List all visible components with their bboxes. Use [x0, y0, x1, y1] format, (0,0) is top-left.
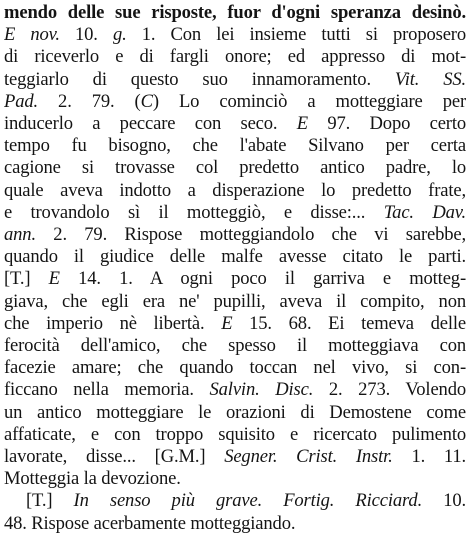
text-line: [4, 69, 466, 91]
text-line: [4, 291, 466, 313]
body-text: facezie amare; che quando toccan nel vivo, si con-: [4, 357, 466, 379]
body-text: teggiarlo di questo suo innamoramento.: [4, 68, 395, 90]
body-text: [T.]: [4, 268, 49, 290]
citation-text: Salvin. Disc.: [209, 379, 314, 401]
citation-text: E: [296, 113, 309, 135]
body-text: di riceverlo e di fargli onore; ed appresso di mot-: [4, 46, 466, 68]
text-line: [4, 513, 466, 535]
body-text: [T.]: [26, 490, 74, 512]
body-text: inducerlo a peccare con seco.: [4, 113, 297, 135]
citation-text: ann.: [4, 224, 36, 246]
body-text: 10.: [422, 490, 466, 512]
body-text: Motteggia la devozione.: [4, 468, 181, 490]
text-line: [4, 202, 466, 224]
citation-text: Tac. Dav.: [383, 201, 466, 223]
body-text: ferocità dell'amico, che spesso il motteggiava con: [4, 335, 466, 357]
text-line: [4, 335, 466, 357]
body-text: affaticate, e con troppo squisito e ricercato pulimento: [4, 423, 466, 445]
body-text: 10.: [59, 24, 113, 46]
body-text: 1. Con lei insieme tutti si proposero: [126, 24, 466, 46]
text-line: [4, 468, 466, 490]
body-text: 1. 11.: [392, 446, 466, 468]
text-line: [4, 24, 466, 46]
body-text: e trovandolo sì il motteggiò, e disse:...: [4, 201, 384, 223]
text-line: [4, 446, 466, 468]
dictionary-entry-text: [4, 2, 466, 535]
body-text: quale aveva indotto a disperazione lo predetto frate,: [4, 179, 466, 201]
body-text: 2. 79. (: [38, 90, 141, 112]
body-text: ) Lo cominciò a motteggiare per: [152, 90, 466, 112]
body-text: cagione si trovasse col predetto antico padre, lo: [4, 157, 466, 179]
body-text: 97. Dopo certo: [308, 113, 466, 135]
text-line: [4, 2, 466, 24]
text-line: [4, 46, 466, 68]
body-text: ficcano nella memoria.: [4, 379, 210, 401]
body-text: 48. Rispose acerbamente motteggiando.: [4, 512, 296, 534]
citation-text: E nov.: [4, 24, 60, 46]
text-line: [4, 180, 466, 202]
text-line: [4, 490, 466, 512]
text-line: [4, 246, 466, 268]
body-text: lavorate, disse... [G.M.]: [4, 446, 225, 468]
citation-text: E: [221, 312, 233, 334]
body-text: un antico motteggiare le orazioni di Demostene come: [4, 401, 466, 423]
text-line: [4, 135, 466, 157]
text-line: [4, 91, 466, 113]
body-text: 2. 273. Volendo: [313, 379, 466, 401]
body-text: che imperio nè libertà.: [4, 312, 222, 334]
text-line: [4, 113, 466, 135]
body-text: mendo delle sue risposte, fuor d'ogni speranza desinò.: [4, 2, 466, 23]
body-text: 15. 68. Ei temeva delle: [232, 312, 466, 334]
body-text: giava, che egli era ne' pupilli, aveva il compito, non: [4, 290, 466, 312]
text-line: [4, 224, 466, 246]
citation-text: C: [140, 90, 153, 112]
citation-text: E: [48, 268, 60, 290]
citation-text: Segner. Crist. Instr.: [224, 446, 393, 468]
body-text: 14. 1. A ogni poco il garriva e motteg-: [59, 268, 466, 290]
text-line: [4, 313, 466, 335]
citation-text: g.: [112, 24, 127, 46]
text-line: [4, 402, 466, 424]
text-line: [4, 379, 466, 401]
body-text: 2. 79. Rispose motteggiandolo che vi sarebbe,: [35, 224, 466, 246]
body-text: tempo fu bisogno, che l'abate Silvano per certa: [4, 135, 466, 157]
text-line: [4, 424, 466, 446]
citation-text: In senso più grave. Fortig. Ricciard.: [73, 490, 423, 512]
text-line: [4, 357, 466, 379]
body-text: quando il giudice delle malfe avesse citato le parti.: [4, 246, 466, 268]
citation-text: Vit. SS.: [394, 68, 466, 90]
citation-text: Pad.: [4, 90, 39, 112]
text-line: [4, 268, 466, 290]
text-line: [4, 157, 466, 179]
